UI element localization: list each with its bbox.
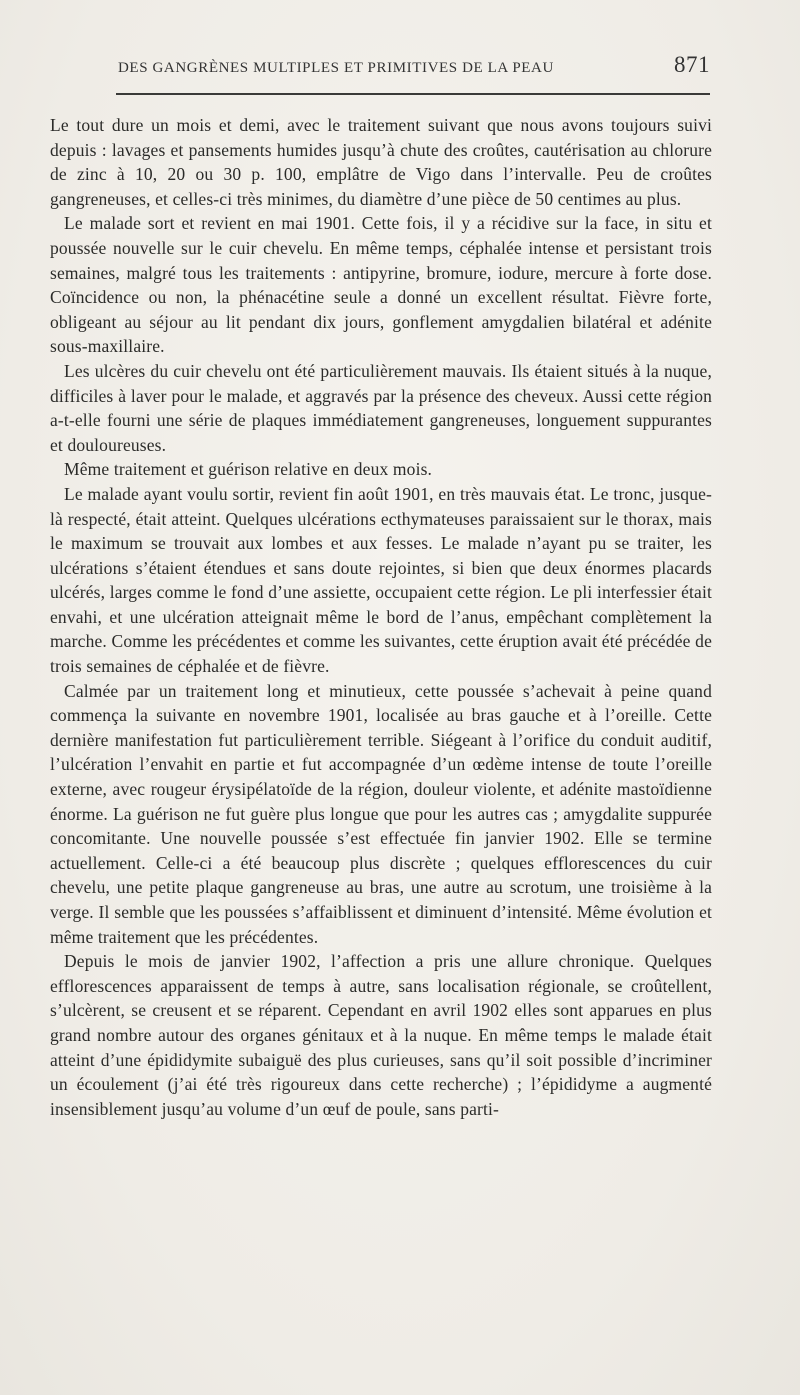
running-title: DES GANGRÈNES MULTIPLES ET PRIMITIVES DE LA PEAU	[118, 60, 554, 76]
body-text	[50, 113, 712, 1121]
page-number: 871	[674, 52, 710, 77]
paragraph: Depuis le mois de janvier 1902, l’affection a pris une allure chronique. Quelques efflorescences apparaissent de temps à autre, sans localisation régionale, se croûtellent, s’ulcèrent, se creusent et se réparent. Cependant en avril 1902 elles sont apparues en plus grand nombre autour des organes génitaux et à la nuque. En même temps le malade était atteint d’une épididymite subaiguë des plus curieuses, sans qu’il soit possible d’incriminer un écoulement (j’ai été très rigoureux dans cette recherche) ; l’épididyme a augmenté insensiblement jusqu’au volume d’un œuf de poule, sans parti-	[50, 951, 712, 1119]
paragraph: Calmée par un traitement long et minutieux, cette poussée s’achevait à peine quand commença la suivante en novembre 1901, localisée au bras gauche et à l’oreille. Cette dernière manifestation fut particulièrement terrible. Siégeant à l’orifice du conduit auditif, l’ulcération l’envahit en partie et fut accompagnée d’un œdème intense de toute l’oreille externe, avec rougeur érysipélatoïde de la région, douleur violente, et adénite mastoïdienne énorme. La guérison ne fut guère plus longue que pour les autres cas ; amygdalite suppurée concomitante. Une nouvelle poussée s’est effectuée fin janvier 1902. Elle se termine actuellement. Celle-ci a été beaucoup plus discrète ; quelques efflorescences du cuir chevelu, une petite plaque gangreneuse au bras, une autre au scrotum, une troisième à la verge. Il semble que les poussées s’affaiblissent et diminuent d’intensité. Même évolution et même traitement que les précédentes.	[50, 680, 712, 947]
paragraph: Le malade sort et revient en mai 1901. Cette fois, il y a récidive sur la face, in situ et poussée nouvelle sur le cuir chevelu. En même temps, céphalée intense et persistant trois semaines, malgré tous les traitements : antipyrine, bromure, iodure, mercure à forte dose. Coïncidence ou non, la phénacétine seule a donné un excellent résultat. Fièvre forte, obligeant au séjour au lit pendant dix jours, gonflement amygdalien bilatéral et adénite sous-maxillaire.	[50, 213, 712, 357]
header-rule	[116, 93, 710, 95]
running-header	[118, 52, 710, 84]
paragraph: Même traitement et guérison relative en deux mois.	[64, 459, 433, 480]
paragraph: Le tout dure un mois et demi, avec le traitement suivant que nous avons toujours suivi depuis : lavages et pansements humides jusqu’à chute des croûtes, cautérisation au chlorure de zinc à 10, 20 ou 30 p. 100, emplâtre de Vigo dans l’intervalle. Peu de croûtes gangreneuses, et celles-ci très minimes, du diamètre d’une pièce de 50 centimes au plus.	[50, 115, 712, 209]
paragraph: Le malade ayant voulu sortir, revient fin août 1901, en très mauvais état. Le tronc, jusque-là respecté, était atteint. Quelques ulcérations ecthymateuses paraissaient sur le thorax, mais le maximum se trouvait aux lombes et aux fesses. Le malade n’ayant pu se traiter, les ulcérations s’étaient étendues et sans doute rejointes, si bien que deux énormes placards ulcérés, larges comme le fond d’une assiette, occupaient cette région. Le pli interfessier était envahi, et une ulcération atteignait même le bord de l’anus, empêchant complètement la marche. Comme les précédentes et comme les suivantes, cette éruption avait été précédée de trois semaines de céphalée et de fièvre.	[50, 483, 712, 677]
paragraph: Les ulcères du cuir chevelu ont été particulièrement mauvais. Ils étaient situés à la nuque, difficiles à laver pour le malade, et aggravés par la présence des cheveux. Aussi cette région a-t-elle fourni une série de plaques immédiatement gangreneuses, longuement suppurantes et douloureuses.	[50, 360, 712, 455]
